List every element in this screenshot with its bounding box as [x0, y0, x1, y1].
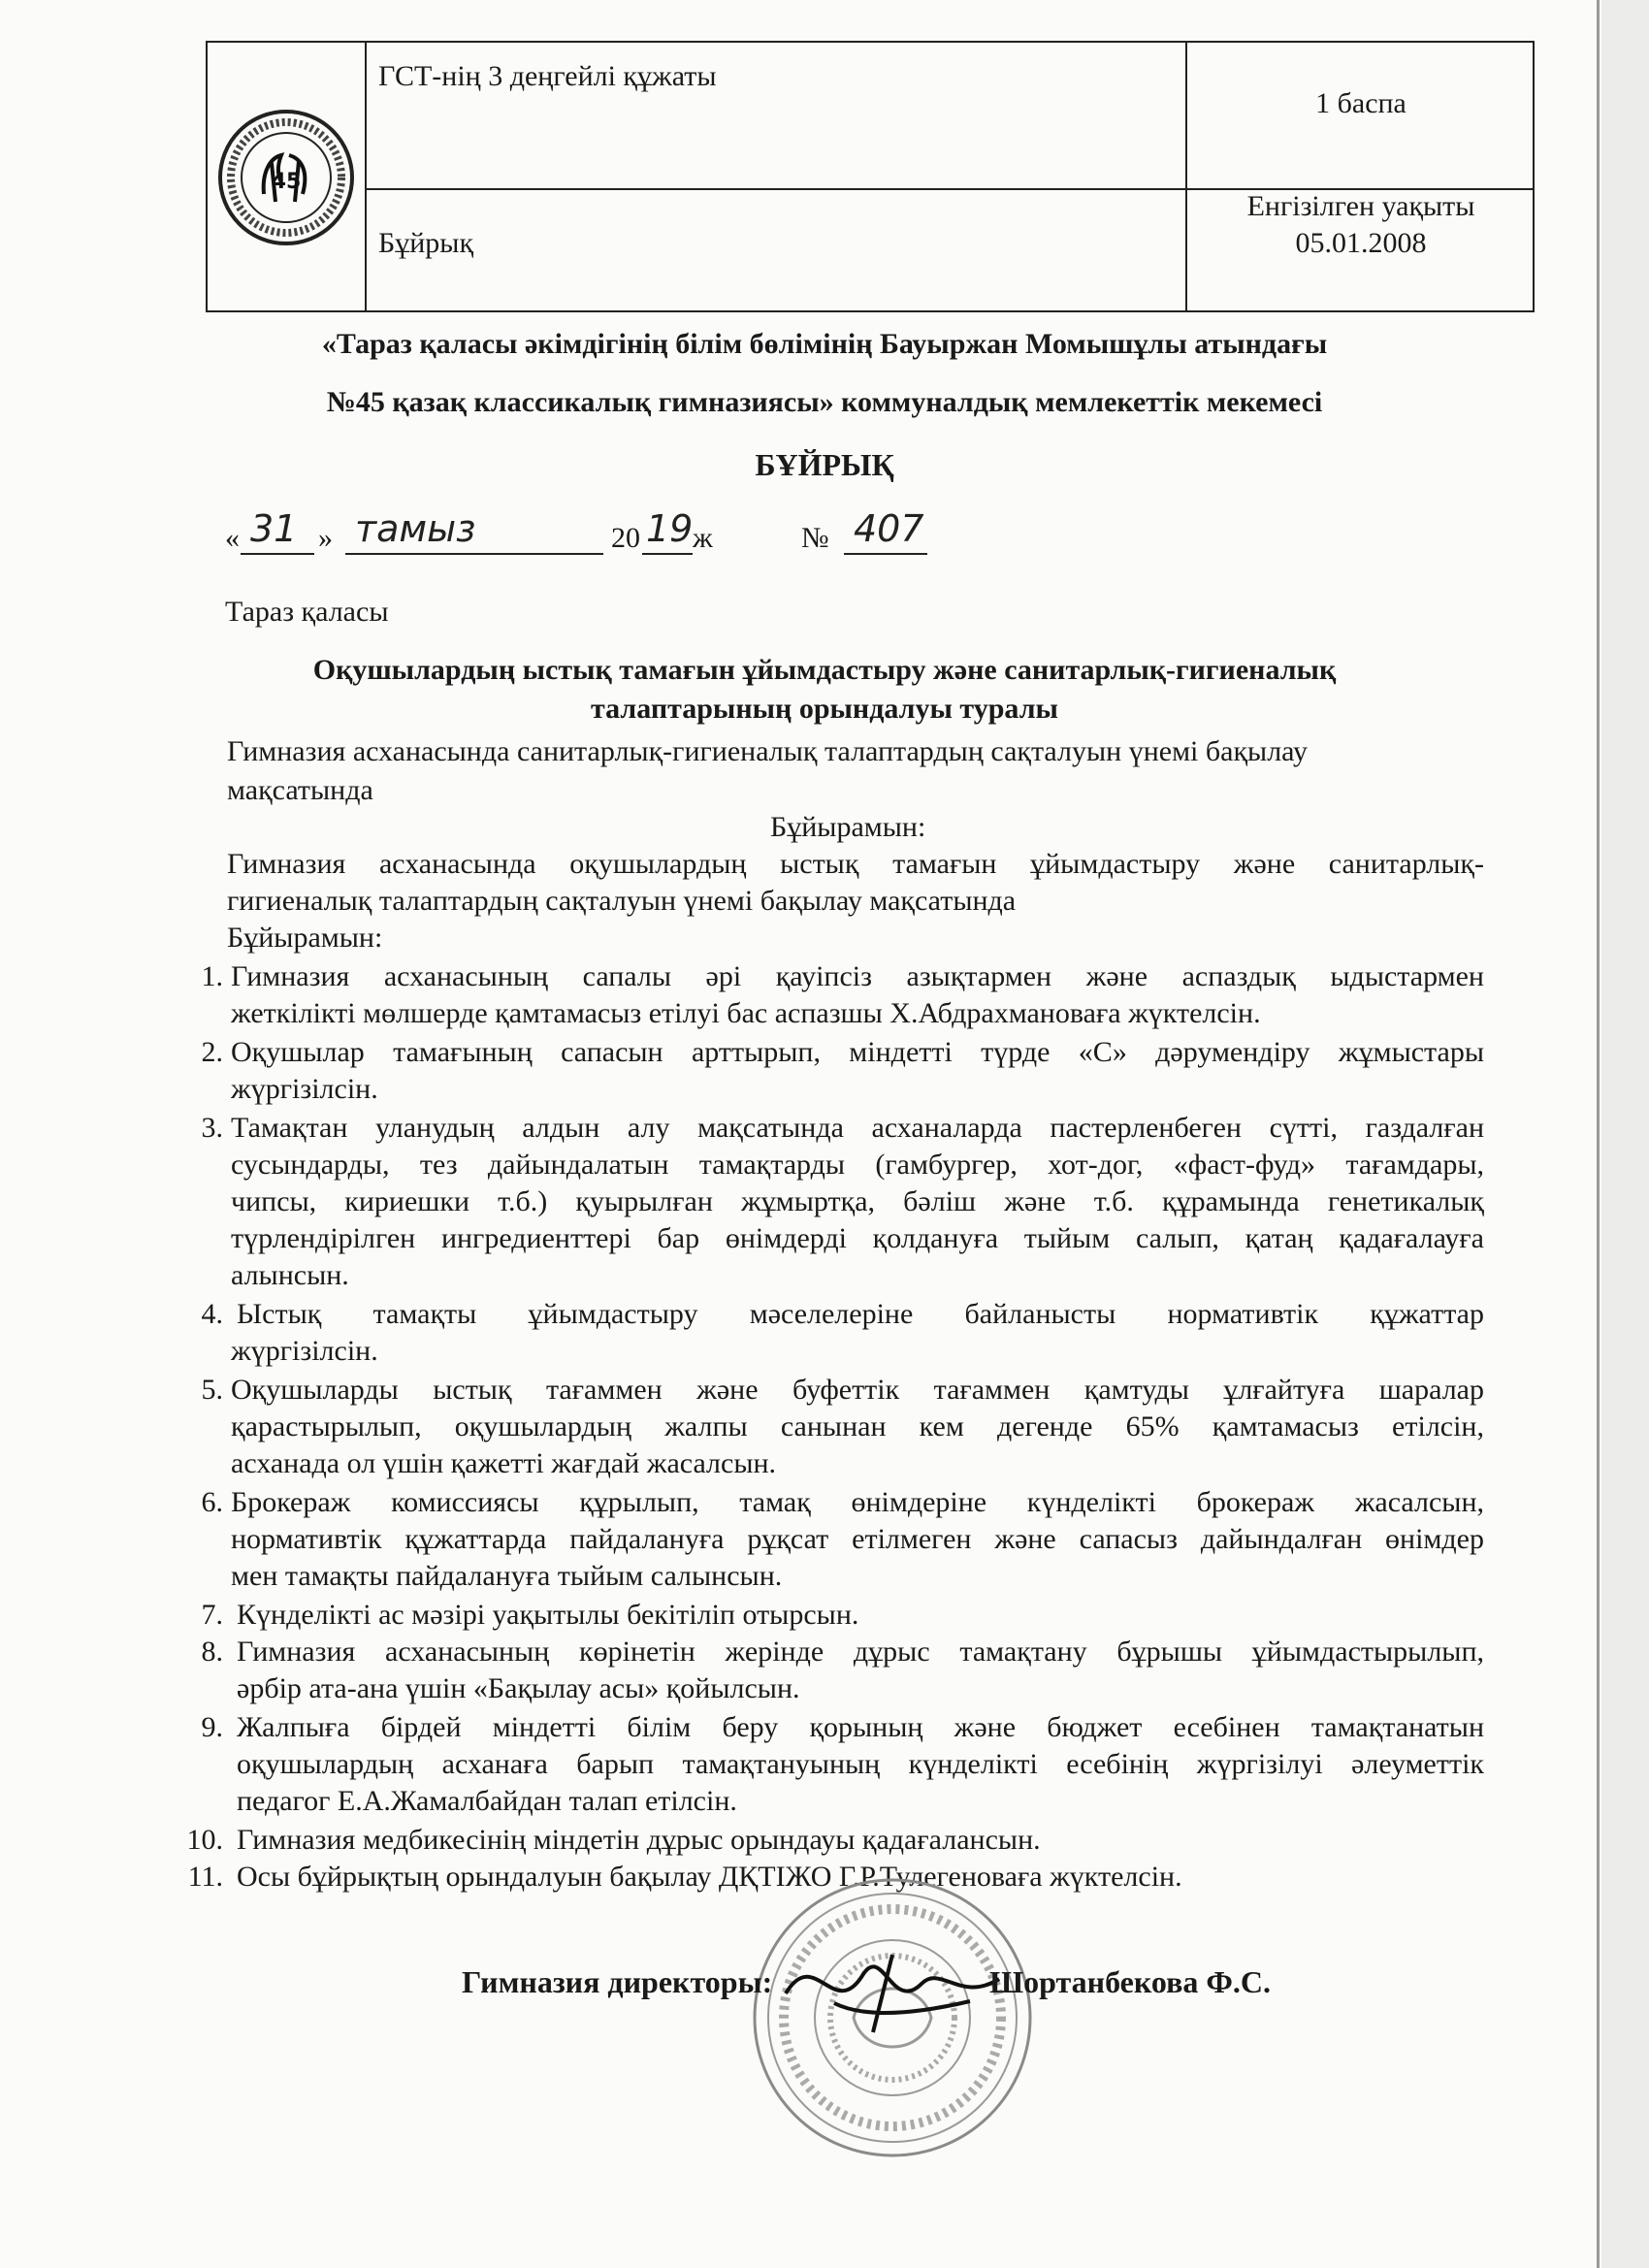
order-word: Бұйырамын:	[770, 811, 926, 843]
order-title: БҰЙРЫҚ	[755, 447, 894, 482]
svg-text:45: 45	[271, 170, 302, 194]
signature-role: Гимназия директоры:	[462, 1964, 773, 1999]
item-number: 6.	[201, 1486, 223, 1518]
item-line: Тамақтан уланудың алдын алу мақсатында асханаларда пастерленбеген сүтті, газдалған	[231, 1112, 1484, 1144]
item-line: Ыстық тамақты ұйымдастыру мәселелеріне байланысты нормативтік құжаттар	[237, 1298, 1484, 1330]
item-line: Күнделікті ас мәзірі уақытылы бекітіліп отырсын.	[237, 1599, 859, 1631]
order-word-2: Бұйырамын:	[227, 922, 383, 954]
date-year-suffix: 19	[646, 507, 694, 550]
item-line: алынсын.	[231, 1259, 349, 1291]
item-line: түрлендірілген ингредиенттері бар өнімдерді қолдануға тыйым салып, қатаң қадағалауға	[231, 1222, 1484, 1254]
preamble-repeat-line-2: гигиеналық талаптардың сақталуын үнемі бақылау мақсатында	[227, 885, 1017, 917]
item-line: чипсы, кириешки т.б.) қуырылған жұмыртқа, бәліш және т.б. құрамында генетикалық	[231, 1185, 1484, 1217]
introduced-date: 05.01.2008	[1295, 227, 1427, 259]
item-line: Гимназия асханасының көрінетін жерінде дұрыс тамақтану бұрышы ұйымдастырылып,	[237, 1636, 1484, 1668]
item-line: мен тамақты пайдалануға тыйым салынсын.	[231, 1560, 783, 1592]
order-number: 407	[854, 507, 924, 550]
item-line: қарастырылып, оқушылардың жалпы санынан кем дегенде 65% қамтамасыз етілсін,	[231, 1410, 1484, 1442]
item-number: 7.	[201, 1599, 223, 1631]
preamble-repeat-line-1: Гимназия асханасында оқушылардың ыстық тамағын ұйымдастыру және санитарлық-	[227, 848, 1484, 880]
edition-label: 1 баспа	[1315, 87, 1406, 119]
item-number: 2.	[201, 1036, 223, 1068]
item-line: педагог Е.А.Жамалбайдан талап етілсін.	[237, 1785, 737, 1817]
date-year-prefix: 20	[611, 522, 640, 554]
item-number: 1.	[201, 960, 223, 992]
item-line: жеткілікті мөлшерде қамтамасыз етілуі бас аспазшы Х.Абдрахмановаға жүктелсін.	[231, 997, 1261, 1029]
header-divider-1	[365, 43, 367, 310]
item-line: асханада ол үшін қажетті жағдай жасалсын.	[231, 1447, 777, 1479]
item-line: Жалпыға бірдей міндетті білім беру қорының және бюджет есебінен тамақтанатын	[237, 1711, 1484, 1743]
item-number: 10.	[186, 1824, 223, 1856]
introduced-label: Енгізілген уақыты	[1246, 190, 1475, 222]
item-line: Оқушылар тамағының сапасын арттырып, міндетті түрде «С» дәрумендіру жұмыстары	[231, 1036, 1484, 1068]
day-underline	[241, 553, 314, 555]
item-line: әрбір ата-ана үшін «Бақылау асы» қойылсын.	[237, 1672, 800, 1704]
item-line: жүргізілсін.	[231, 1073, 378, 1105]
item-line: Осы бұйрықтың орындалуын бақылау ДҚТІЖО Г.Р.Тулегеноваға жүктелсін.	[237, 1861, 1182, 1893]
handwritten-signature	[776, 1926, 1009, 2042]
city-label: Тараз қаласы	[225, 596, 389, 628]
item-line: Оқушыларды ыстық тағаммен және буфеттік тағаммен қамтуды ұлғайтуға шаралар	[231, 1374, 1484, 1406]
item-line: сусындарды, тез дайындалатын тамақтарды (гамбургер, хот-дог, «фаст-фуд» тағамдары,	[231, 1149, 1484, 1181]
preamble-line-1: Гимназия асханасында санитарлық-гигиеналық талаптардың сақталуын үнемі бақылау	[227, 735, 1308, 767]
date-year-unit: ж	[693, 522, 713, 554]
date-close-quote: »	[318, 522, 333, 554]
item-line: оқушылардың асханаға барып тамақтануының күнделікті есебінің жүргізілуі әлеуметтік	[237, 1748, 1484, 1780]
item-number: 9.	[201, 1711, 223, 1743]
subject-line-1: Оқушылардың ыстық тамағын ұйымдастыру және санитарлық-гигиеналық	[312, 654, 1337, 686]
item-line: Гимназия медбикесінің міндетін дұрыс орындауы қадағалансын.	[237, 1824, 1041, 1856]
number-underline	[844, 553, 927, 555]
header-table	[206, 41, 1535, 312]
item-number: 8.	[201, 1636, 223, 1668]
item-number: 3.	[201, 1112, 223, 1144]
item-line: жүргізілсін.	[231, 1335, 378, 1367]
preamble-line-2: мақсатында	[227, 774, 373, 806]
institution-line-2: №45 қазақ классикалық гимназиясы» коммуналдық мемлекеттік мекемесі	[326, 386, 1323, 418]
item-line: Брокераж комиссиясы құрылып, тамақ өнімдеріне күнделікті брокераж жасалсын,	[231, 1486, 1484, 1518]
item-line: Гимназия асханасының сапалы әрі қауіпсіз азықтармен және аспаздық ыдыстармен	[231, 960, 1484, 992]
doc-level-label: ГСТ-нің 3 деңгейлі құжаты	[378, 60, 717, 92]
subject-line-2: талаптарының орындалуы туралы	[591, 693, 1058, 725]
date-month: тамыз	[355, 507, 476, 550]
year-underline	[642, 553, 693, 555]
date-open-quote: «	[225, 522, 240, 554]
school-seal-logo	[213, 105, 359, 250]
header-divider-2	[1185, 43, 1187, 310]
date-day: 31	[250, 507, 298, 550]
doc-type-label: Бұйрық	[378, 227, 474, 259]
institution-line-1: «Тараз қаласы әкімдігінің білім бөлімінің Бауыржан Момышұлы атындағы	[321, 328, 1328, 360]
order-number-sign: №	[801, 522, 829, 554]
item-line: нормативтік құжаттарда пайдалануға рұқсат етілмеген және сапасыз дайындалған өнімдер	[231, 1523, 1484, 1555]
item-number: 11.	[187, 1861, 223, 1893]
item-number: 5.	[201, 1374, 223, 1406]
month-underline	[345, 553, 603, 555]
signature-name: Шортанбекова Ф.С.	[989, 1964, 1271, 1999]
item-number: 4.	[201, 1298, 223, 1330]
